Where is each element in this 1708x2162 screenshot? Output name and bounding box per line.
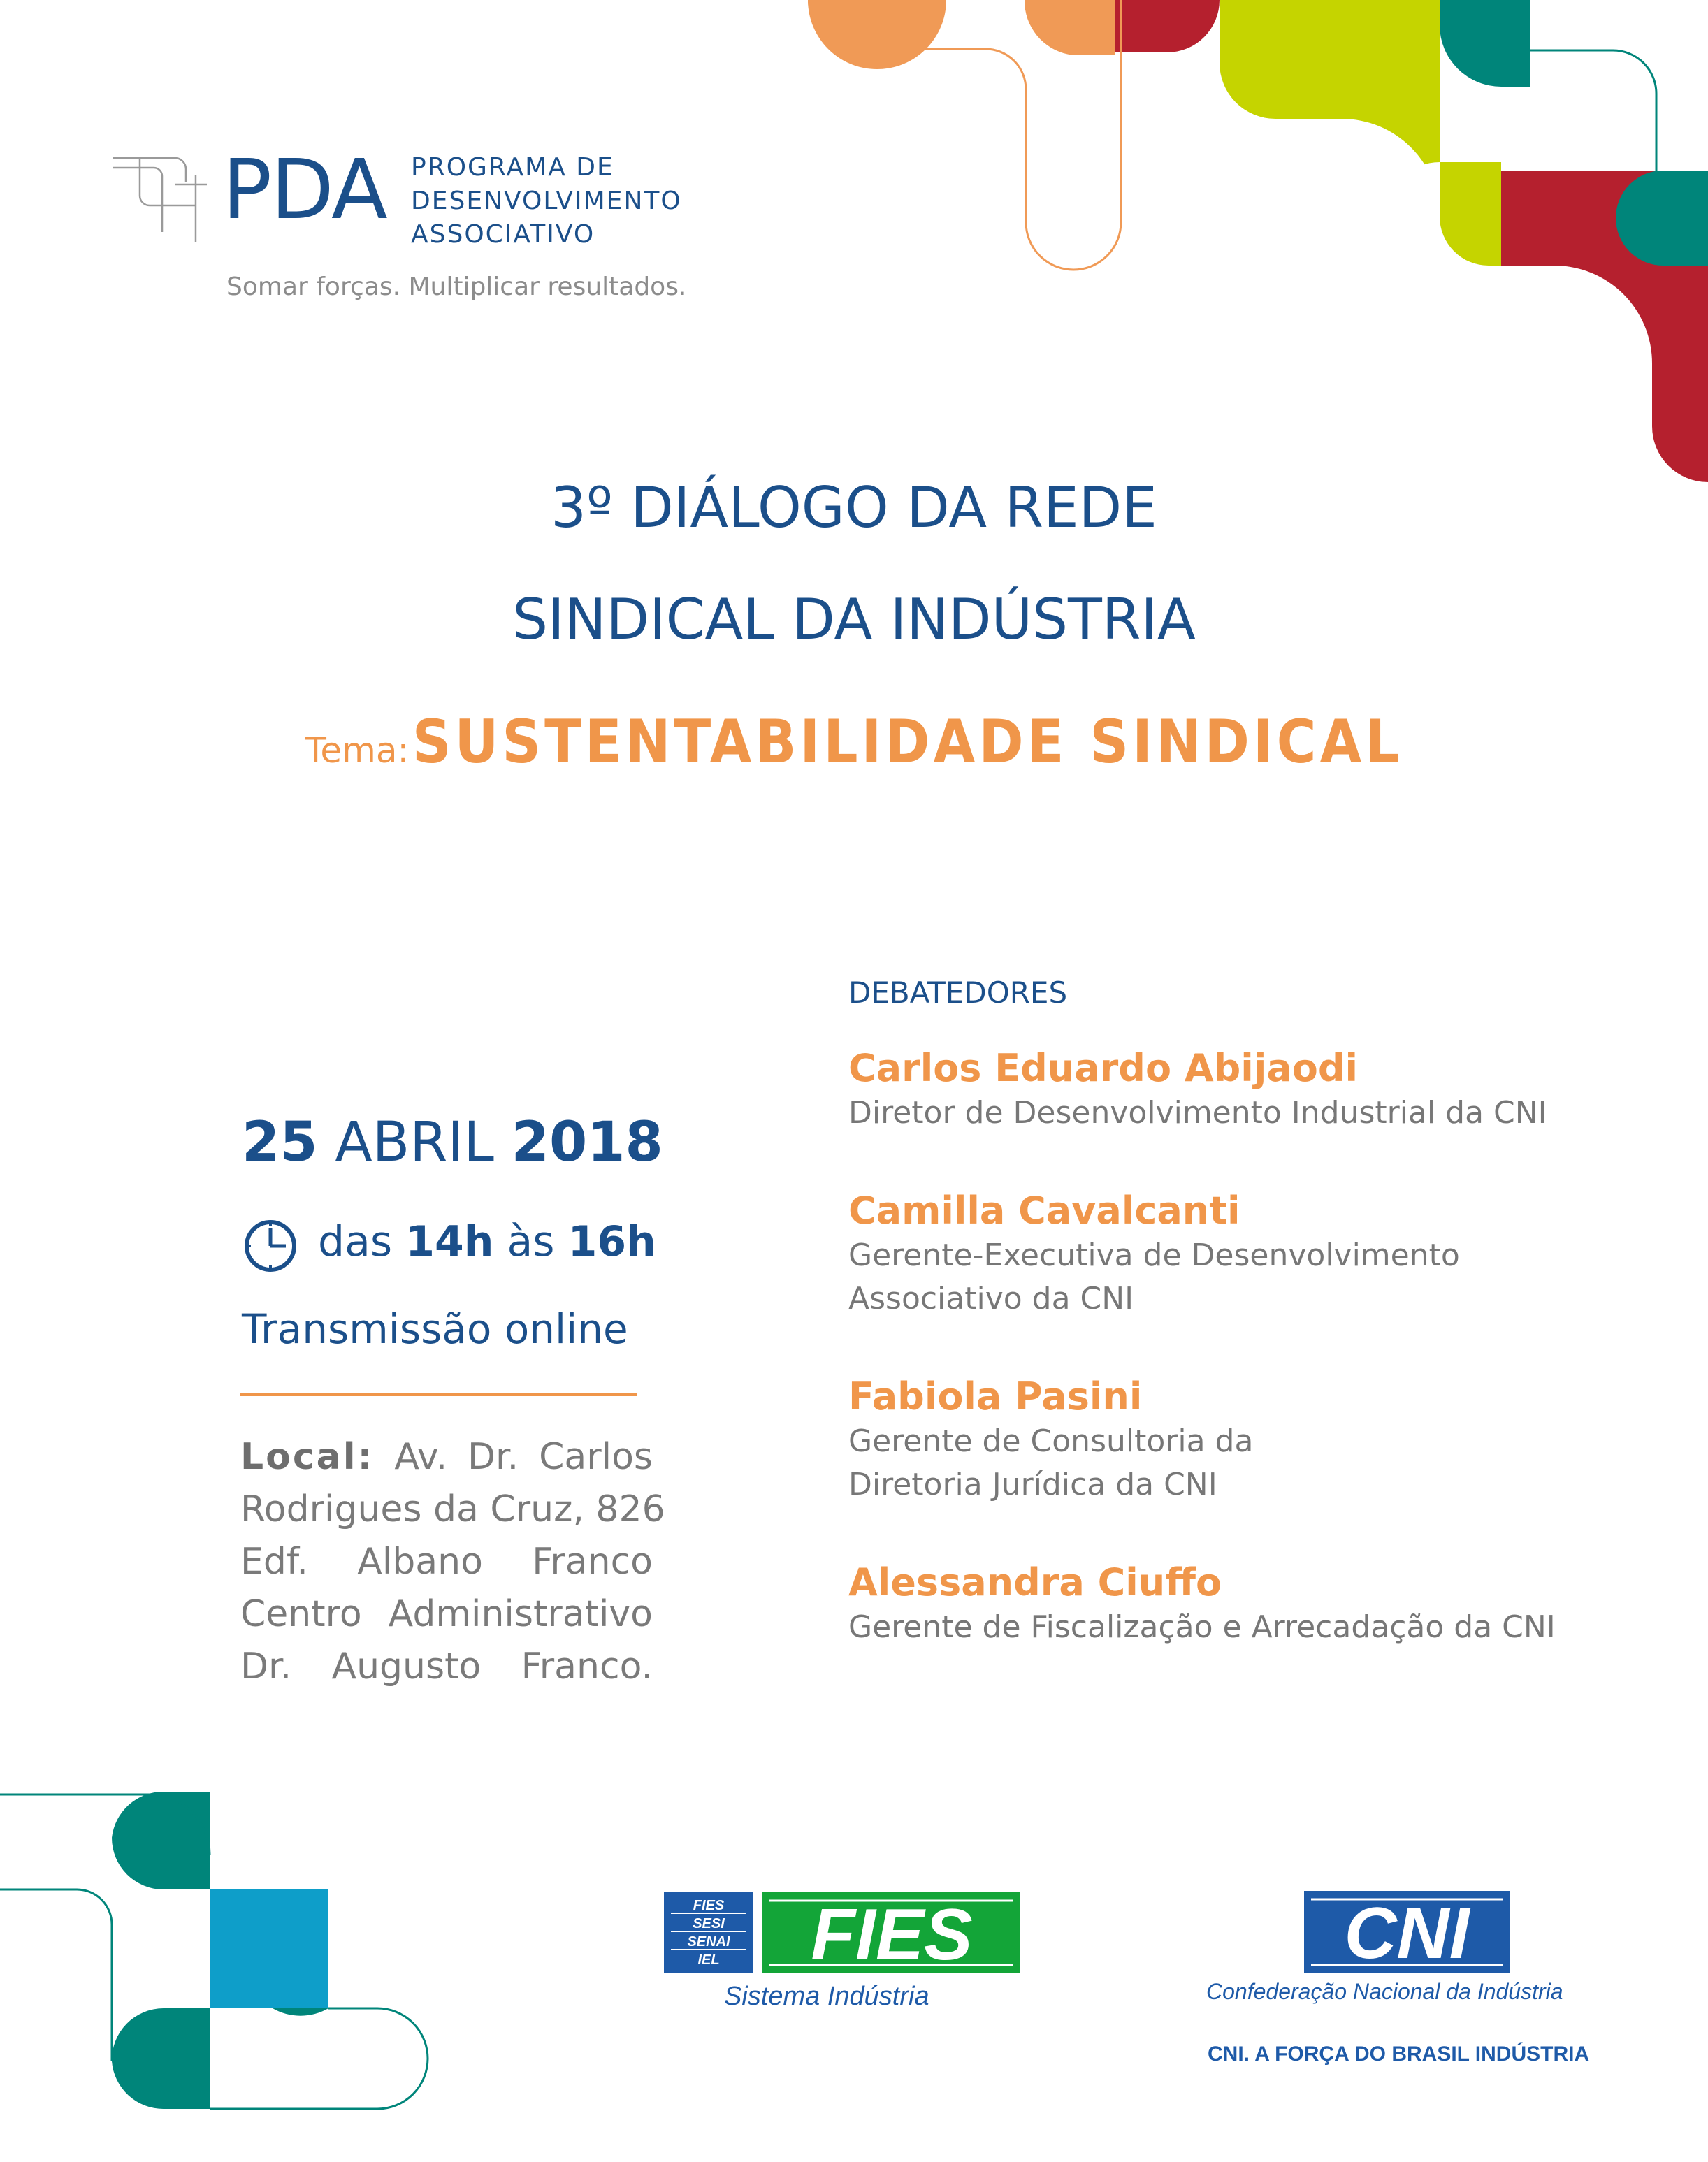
program-tagline: Somar forças. Multiplicar resultados. [226,273,687,301]
fies-small-label: SENAI [687,1934,730,1950]
debater-name: Fabiola Pasini [848,1374,1143,1419]
program-name [411,151,682,252]
fies-logo [664,1892,1022,1980]
fies-small-label: FIES [693,1898,725,1913]
pda-acronym: PDA [222,141,386,238]
debater-role: Associativo da CNI [848,1281,1134,1316]
fies-wordmark: FIES [811,1894,973,1975]
debater-role: Diretor de Desenvolvimento Industrial da CNI [848,1095,1547,1131]
teal-right-shape [1616,171,1708,266]
debater-name: Alessandra Ciuffo [848,1560,1222,1604]
theme-value: SUSTENTABILIDADE SINDICAL [412,707,1403,777]
location-line [240,1431,653,1483]
program-name-line: ASSOCIATIVO [411,220,595,249]
time-connector: às [507,1217,555,1266]
debater-role: Diretoria Jurídica da CNI [848,1467,1217,1502]
time-prefix: das [318,1217,393,1266]
time-end: 16h [567,1217,656,1266]
teal-top-shape [1440,0,1530,87]
location-line: Dr. Augusto Franco. [240,1646,653,1688]
cni-slogan: CNI. A FORÇA DO BRASIL INDÚSTRIA [1208,2043,1590,2066]
teal-outline-mid [0,1889,112,2061]
event-title-line1: 3º DIÁLOGO DA REDE [551,475,1157,540]
teal-outline-bottom [210,2008,428,2109]
orange-quarter-shape [1025,0,1115,55]
debater-item [848,1045,1547,1135]
teal-bottom-right-shape [210,2008,328,2016]
debater-name: Carlos Eduardo Abijaodi [848,1046,1359,1090]
cni-logo [1304,1891,1510,1973]
program-name-line: DESENVOLVIMENTO [411,187,682,215]
location-line: Rodrigues da Cruz, 826 [240,1488,665,1530]
event-month: ABRIL [335,1111,494,1174]
event-day: 25 [242,1111,318,1174]
crimson-small-shape [1115,0,1220,52]
white-cut [1388,162,1440,266]
fies-small-label: IEL [697,1952,720,1968]
event-year: 2018 [511,1111,663,1174]
event-date [242,1111,663,1174]
section-divider [240,1393,637,1396]
debater-name: Camilla Cavalcanti [848,1189,1240,1233]
debater-role: Gerente de Fiscalização e Arrecadação da CNI [848,1609,1556,1645]
teal-bottom-shape [112,2008,210,2109]
cni-wordmark: CNI [1344,1893,1470,1973]
theme-label: Tema: [305,730,410,771]
debater-item [848,1374,1253,1507]
time-start: 14h [405,1217,494,1266]
location-line: Edf. Albano Franco [240,1541,653,1583]
debaters-heading: DEBATEDORES [848,975,1068,1010]
clock-icon [243,1218,298,1274]
debater-role: Gerente de Consultoria da [848,1423,1254,1459]
location-label: Local: [240,1436,375,1478]
cni-caption: Confederação Nacional da Indústria [1206,1979,1563,2004]
event-title-line2: SINDICAL DA INDÚSTRIA [512,587,1196,652]
program-name-line: PROGRAMA DE [411,153,614,182]
broadcast-info: Transmissão online [242,1305,628,1353]
location-text: Av. Dr. Carlos [394,1436,653,1478]
teal-top-pill [112,1792,210,1889]
event-location [240,1431,665,1693]
fies-caption: Sistema Indústria [724,1982,929,2011]
debater-item [848,1560,1556,1649]
debater-item [848,1188,1460,1321]
debater-role: Gerente-Executiva de Desenvolvimento [848,1238,1460,1273]
location-line: Centro Administrativo [240,1593,653,1635]
cyan-round-corner [210,1889,328,2008]
pda-logo-mark-icon [112,154,210,245]
fies-small-label: SESI [693,1916,725,1931]
event-theme [0,707,1708,777]
teal-outline-path [1530,50,1656,171]
event-time [318,1217,656,1266]
